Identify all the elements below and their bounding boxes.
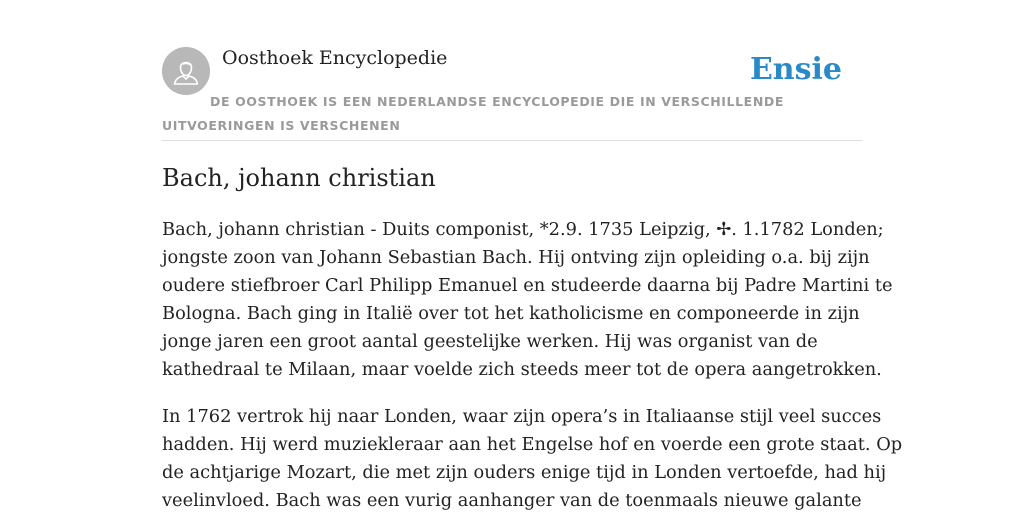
text-line: hadden. Hij werd muziekleraar aan het Engelse hof en voerde een grote staat. Op xyxy=(162,434,903,455)
text-line: oudere stiefbroer Carl Philipp Emanuel en studeerde daarna bij Padre Martini te xyxy=(162,275,893,296)
text-line: veelinvloed. Bach was een vurig aanhanger van de toenmaals nieuwe galante xyxy=(162,490,862,511)
brand-logo[interactable]: Ensie xyxy=(749,52,842,87)
publication-tagline: DE OOSTHOEK IS EEN NEDERLANDSE ENCYCLOPEDIE DIE IN VERSCHILLENDE UITVOERINGEN IS VERSCHENEN xyxy=(162,94,784,133)
article-body xyxy=(162,216,903,512)
text-line: Bologna. Bach ging in Italië over tot het katholicisme en componeerde in zijn xyxy=(162,303,860,324)
publication-header xyxy=(162,46,862,141)
text-line: jonge jaren een groot aantal geestelijke werken. Hij was organist van de xyxy=(162,331,818,352)
text-line: In 1762 vertrok hij naar Londen, waar zijn opera’s in Italiaanse stijl veel succes xyxy=(162,406,882,427)
user-icon[interactable] xyxy=(162,47,210,95)
text-line: de achtjarige Mozart, die met zijn ouders enige tijd in Londen vertoefde, had hij xyxy=(162,462,887,483)
paragraph xyxy=(162,216,893,384)
text-line: jongste zoon van Johann Sebastian Bach. Hij ontving zijn opleiding o.a. bij zijn xyxy=(162,247,870,268)
publication-name[interactable]: Oosthoek Encyclopedie xyxy=(222,47,448,69)
paragraph xyxy=(162,403,903,512)
article-title: Bach, johann christian xyxy=(162,164,436,192)
text-line: kathedraal te Milaan, maar voelde zich steeds meer tot de opera aangetrokken. xyxy=(162,359,882,380)
text-line: Bach, johann christian - Duits componist, *2.9. 1735 Leipzig, ✢. 1.1782 Londen; xyxy=(162,219,884,240)
